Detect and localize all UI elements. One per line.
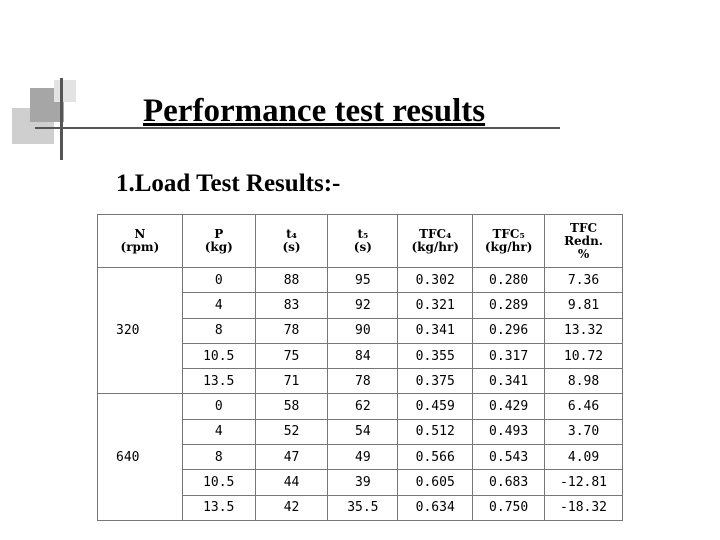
table-cell: 84 — [328, 343, 398, 368]
table-cell: 0.683 — [473, 470, 545, 495]
table-cell: 8 — [182, 318, 255, 343]
header-tfc4: TFC₄ (kg/hr) — [398, 215, 473, 268]
table-cell: 0.493 — [473, 419, 545, 444]
header-t5: t₅ (s) — [328, 215, 398, 268]
table-cell: 0.302 — [398, 268, 473, 293]
table-cell: 35.5 — [328, 495, 398, 520]
table-cell: 0.341 — [398, 318, 473, 343]
table-cell: 49 — [328, 445, 398, 470]
table-cell: 83 — [255, 293, 328, 318]
table-cell: 7.36 — [545, 268, 623, 293]
header-tfc5: TFC₅ (kg/hr) — [473, 215, 545, 268]
header-load: P (kg) — [182, 215, 255, 268]
table-cell: 75 — [255, 343, 328, 368]
table-cell: 0.750 — [473, 495, 545, 520]
decor-square-pale — [54, 80, 76, 102]
table-cell: 39 — [328, 470, 398, 495]
table-header-row — [98, 215, 623, 268]
header-tfc-reduction: TFC Redn. % — [545, 215, 623, 268]
load-test-table — [97, 214, 623, 521]
table-cell: 4 — [182, 419, 255, 444]
table-cell: 92 — [328, 293, 398, 318]
table-cell: 44 — [255, 470, 328, 495]
table-cell: 0 — [182, 268, 255, 293]
table-cell: 0.512 — [398, 419, 473, 444]
table-cell: 3.70 — [545, 419, 623, 444]
table-cell: 52 — [255, 419, 328, 444]
table-cell: 0.459 — [398, 394, 473, 419]
table-cell: 0.296 — [473, 318, 545, 343]
table-cell: 13.5 — [182, 495, 255, 520]
table-cell: 0.317 — [473, 343, 545, 368]
table-cell: 95 — [328, 268, 398, 293]
slide-title: Performance test results — [143, 93, 486, 129]
table-cell: 88 — [255, 268, 328, 293]
table-cell: 47 — [255, 445, 328, 470]
table-cell: 54 — [328, 419, 398, 444]
table-cell: 13.5 — [182, 369, 255, 394]
speed-cell: 640 — [98, 394, 183, 521]
table-cell: 0 — [182, 394, 255, 419]
speed-cell: 320 — [98, 268, 183, 394]
table-cell: 0.321 — [398, 293, 473, 318]
table-cell: 0.375 — [398, 369, 473, 394]
table-cell: 0.355 — [398, 343, 473, 368]
table-cell: 6.46 — [545, 394, 623, 419]
table-cell: 0.429 — [473, 394, 545, 419]
table-cell: 0.289 — [473, 293, 545, 318]
table-cell: 78 — [255, 318, 328, 343]
table-cell: 0.634 — [398, 495, 473, 520]
section-subtitle: 1.Load Test Results:- — [116, 170, 341, 197]
table-cell: 71 — [255, 369, 328, 394]
table-cell: 42 — [255, 495, 328, 520]
table-cell: 10.5 — [182, 343, 255, 368]
header-speed: N (rpm) — [98, 215, 183, 268]
table-cell: 4.09 — [545, 445, 623, 470]
table-cell: 62 — [328, 394, 398, 419]
table-cell: 0.543 — [473, 445, 545, 470]
table-body — [98, 268, 623, 521]
table-cell: 58 — [255, 394, 328, 419]
table-row — [98, 394, 623, 419]
table-cell: 0.605 — [398, 470, 473, 495]
table-cell: 8.98 — [545, 369, 623, 394]
table-row — [98, 268, 623, 293]
table-cell: 9.81 — [545, 293, 623, 318]
table-cell: 10.72 — [545, 343, 623, 368]
table-cell: 10.5 — [182, 470, 255, 495]
header-t4: t₄ (s) — [255, 215, 328, 268]
table-cell: -18.32 — [545, 495, 623, 520]
table-cell: -12.81 — [545, 470, 623, 495]
table-cell: 0.341 — [473, 369, 545, 394]
table-cell: 13.32 — [545, 318, 623, 343]
table-cell: 4 — [182, 293, 255, 318]
table-cell: 0.280 — [473, 268, 545, 293]
decor-vertical-line — [60, 78, 63, 160]
table-cell: 90 — [328, 318, 398, 343]
table-cell: 78 — [328, 369, 398, 394]
table-cell: 8 — [182, 445, 255, 470]
table-cell: 0.566 — [398, 445, 473, 470]
